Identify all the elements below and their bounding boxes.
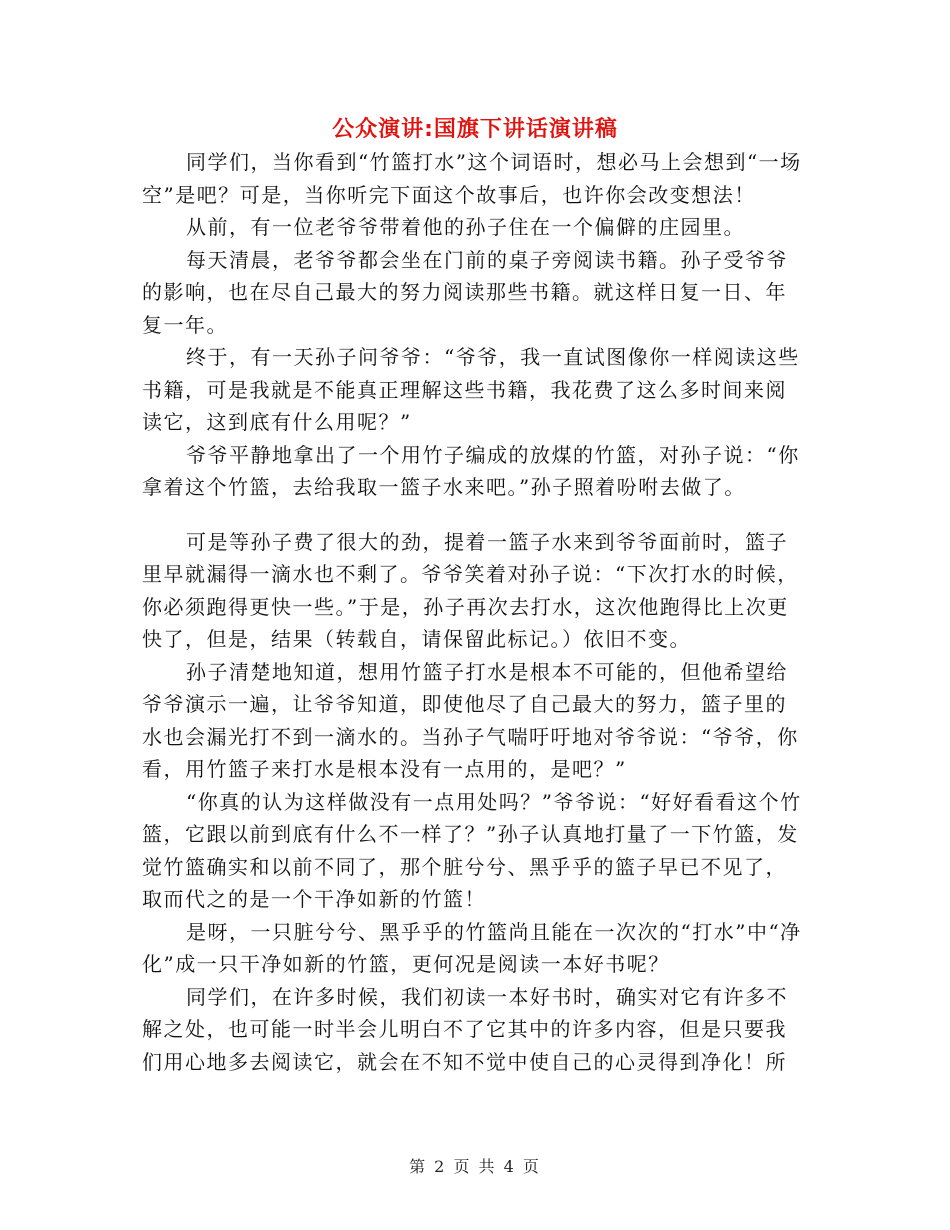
- paragraph: 每天清晨，老爷爷都会坐在门前的桌子旁阅读书籍。孙子受爷爷的影响，也在尽自己最大的努力阅读那些书籍。就这样日复一日、年复一年。: [142, 247, 788, 337]
- document-body: [142, 146, 802, 1078]
- paragraph: 同学们，当你看到“竹篮打水”这个词语时，想必马上会想到“一场空”是吧？可是，当你听完下面这个故事后，也许你会改变想法！: [142, 150, 802, 207]
- paragraph: 爷爷平静地拿出了一个用竹子编成的放煤的竹篮，对孙子说：“你拿着这个竹篮，去给我取一篮子水来吧。”孙子照着吩咐去做了。: [142, 442, 800, 499]
- paragraph: 同学们，在许多时候，我们初读一本好书时，确实对它有许多不解之处，也可能一时半会儿明白不了它其中的许多内容，但是只要我们用心地多去阅读它，就会在不知不觉中使自己的心灵得到净化！所: [142, 984, 788, 1074]
- paragraph: “你真的认为这样做没有一点用处吗？”爷爷说：“好好看看这个竹篮，它跟以前到底有什么不一样了？”孙子认真地打量了一下竹篮，发觉竹篮确实和以前不同了，那个脏兮兮、黑乎乎的篮子早已不见了，取而代之的是一个干净如新的竹篮！: [142, 789, 802, 911]
- page-number-footer: 第 2 页 共 4 页: [409, 1157, 541, 1176]
- paragraph: 是呀，一只脏兮兮、黑乎乎的竹篮尚且能在一次次的“打水”中“净化”成一只干净如新的竹篮，更何况是阅读一本好书呢？: [142, 919, 802, 976]
- paragraph: 孙子清楚地知道，想用竹篮子打水是根本不可能的，但他希望给爷爷演示一遍，让爷爷知道，即使他尽了自己最大的努力，篮子里的水也会漏光打不到一滴水的。当孙子气喘吁吁地对爷爷说：“爷爷，你看，用竹篮子来打水是根本没有一点用的，是吧？”: [142, 659, 799, 781]
- document-title: 公众演讲:国旗下讲话演讲稿: [332, 117, 618, 142]
- paragraph: 终于，有一天孙子问爷爷：“爷爷，我一直试图像你一样阅读这些书籍，可是我就是不能真正理解这些书籍，我花费了这么多时间来阅读它，这到底有什么用呢？”: [142, 345, 800, 434]
- paragraph: 可是等孙子费了很大的劲，提着一篮子水来到爷爷面前时，篮子里早就漏得一滴水也不剩了。爷爷笑着对孙子说：“下次打水的时候，你必须跑得更快一些。”于是，孙子再次去打水，这次他跑得比上次更快了，但是，结果（转载自，请保留此标记。）依旧不变。: [142, 529, 799, 651]
- paragraph: 从前，有一位老爷爷带着他的孙子住在一个偏僻的庄园里。: [186, 215, 745, 239]
